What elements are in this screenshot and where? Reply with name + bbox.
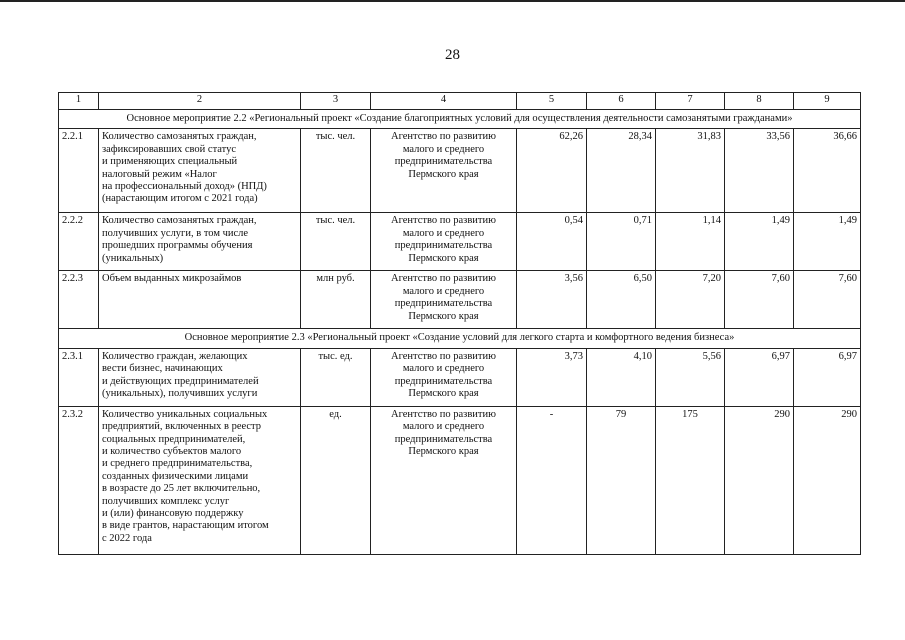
indicator-name: Объем выданных микрозаймов <box>99 271 301 329</box>
table-row <box>59 348 861 406</box>
value-cell: 79 <box>587 406 656 554</box>
value-cell: 31,83 <box>656 129 725 213</box>
agency-cell: Агентство по развитию малого и среднего предпринимательства Пермского края <box>371 406 517 554</box>
header-cell: 8 <box>725 93 794 110</box>
row-index: 2.3.1 <box>59 348 99 406</box>
value-cell: 3,56 <box>517 271 587 329</box>
header-cell: 6 <box>587 93 656 110</box>
value-cell: 7,60 <box>794 271 861 329</box>
agency-cell: Агентство по развитию малого и среднего предпринимательства Пермского края <box>371 213 517 271</box>
value-cell: 4,10 <box>587 348 656 406</box>
indicator-name: Количество уникальных социальных предприятий, включенных в реестр социальных предпринимателей, и количество субъектов малого и среднего предпринимательства, созданных физическими лицами в возрасте до 25 лет включительно, получивших комплекс услуг и (или) финансовую поддержку в виде грантов, нарастающим итогом с 2022 года <box>99 406 301 554</box>
header-cell: 2 <box>99 93 301 110</box>
value-cell: 6,97 <box>794 348 861 406</box>
value-cell: 0,54 <box>517 213 587 271</box>
table-row <box>59 271 861 329</box>
header-cell: 5 <box>517 93 587 110</box>
indicator-name: Количество самозанятых граждан, получивших услуги, в том числе прошедших программы обучения (уникальных) <box>99 213 301 271</box>
value-cell: 3,73 <box>517 348 587 406</box>
value-cell: 1,14 <box>656 213 725 271</box>
indicators-table <box>58 92 861 555</box>
page-number: 28 <box>445 47 460 63</box>
value-cell: 175 <box>656 406 725 554</box>
value-cell: 6,50 <box>587 271 656 329</box>
unit-cell: тыс. ед. <box>301 348 371 406</box>
row-index: 2.2.3 <box>59 271 99 329</box>
agency-cell: Агентство по развитию малого и среднего предпринимательства Пермского края <box>371 271 517 329</box>
value-cell: 1,49 <box>794 213 861 271</box>
row-index: 2.3.2 <box>59 406 99 554</box>
value-cell: 5,56 <box>656 348 725 406</box>
indicator-name: Количество граждан, желающих вести бизнес, начинающих и действующих предпринимателей (уникальных), получивших услуги <box>99 348 301 406</box>
value-cell: 28,34 <box>587 129 656 213</box>
value-cell: 33,56 <box>725 129 794 213</box>
table-row <box>59 213 861 271</box>
header-cell: 4 <box>371 93 517 110</box>
header-cell: 1 <box>59 93 99 110</box>
header-cell: 9 <box>794 93 861 110</box>
table-header-row <box>59 93 861 110</box>
section-row <box>59 329 861 348</box>
unit-cell: млн руб. <box>301 271 371 329</box>
section-title: Основное мероприятие 2.3 «Региональный проект «Создание условий для легкого старта и комфортного ведения бизнеса» <box>59 329 861 348</box>
value-cell: 290 <box>794 406 861 554</box>
header-cell: 7 <box>656 93 725 110</box>
table-body <box>59 93 861 555</box>
indicator-name: Количество самозанятых граждан, зафиксировавших свой статус и применяющих специальный налоговый режим «Налог на профессиональный доход» (НПД) (нарастающим итогом с 2021 года) <box>99 129 301 213</box>
row-index: 2.2.1 <box>59 129 99 213</box>
value-cell: 1,49 <box>725 213 794 271</box>
value-cell: 36,66 <box>794 129 861 213</box>
value-cell: 62,26 <box>517 129 587 213</box>
unit-cell: ед. <box>301 406 371 554</box>
section-title: Основное мероприятие 2.2 «Региональный проект «Создание благоприятных условий для осуществления деятельности самозанятыми гражданами» <box>59 110 861 129</box>
value-cell: 290 <box>725 406 794 554</box>
header-cell: 3 <box>301 93 371 110</box>
table-row <box>59 406 861 554</box>
value-cell: 0,71 <box>587 213 656 271</box>
agency-cell: Агентство по развитию малого и среднего предпринимательства Пермского края <box>371 348 517 406</box>
value-cell: - <box>517 406 587 554</box>
unit-cell: тыс. чел. <box>301 213 371 271</box>
table-row <box>59 129 861 213</box>
agency-cell: Агентство по развитию малого и среднего предпринимательства Пермского края <box>371 129 517 213</box>
scan-edge-line <box>0 0 905 2</box>
value-cell: 6,97 <box>725 348 794 406</box>
section-row <box>59 110 861 129</box>
unit-cell: тыс. чел. <box>301 129 371 213</box>
value-cell: 7,60 <box>725 271 794 329</box>
value-cell: 7,20 <box>656 271 725 329</box>
row-index: 2.2.2 <box>59 213 99 271</box>
